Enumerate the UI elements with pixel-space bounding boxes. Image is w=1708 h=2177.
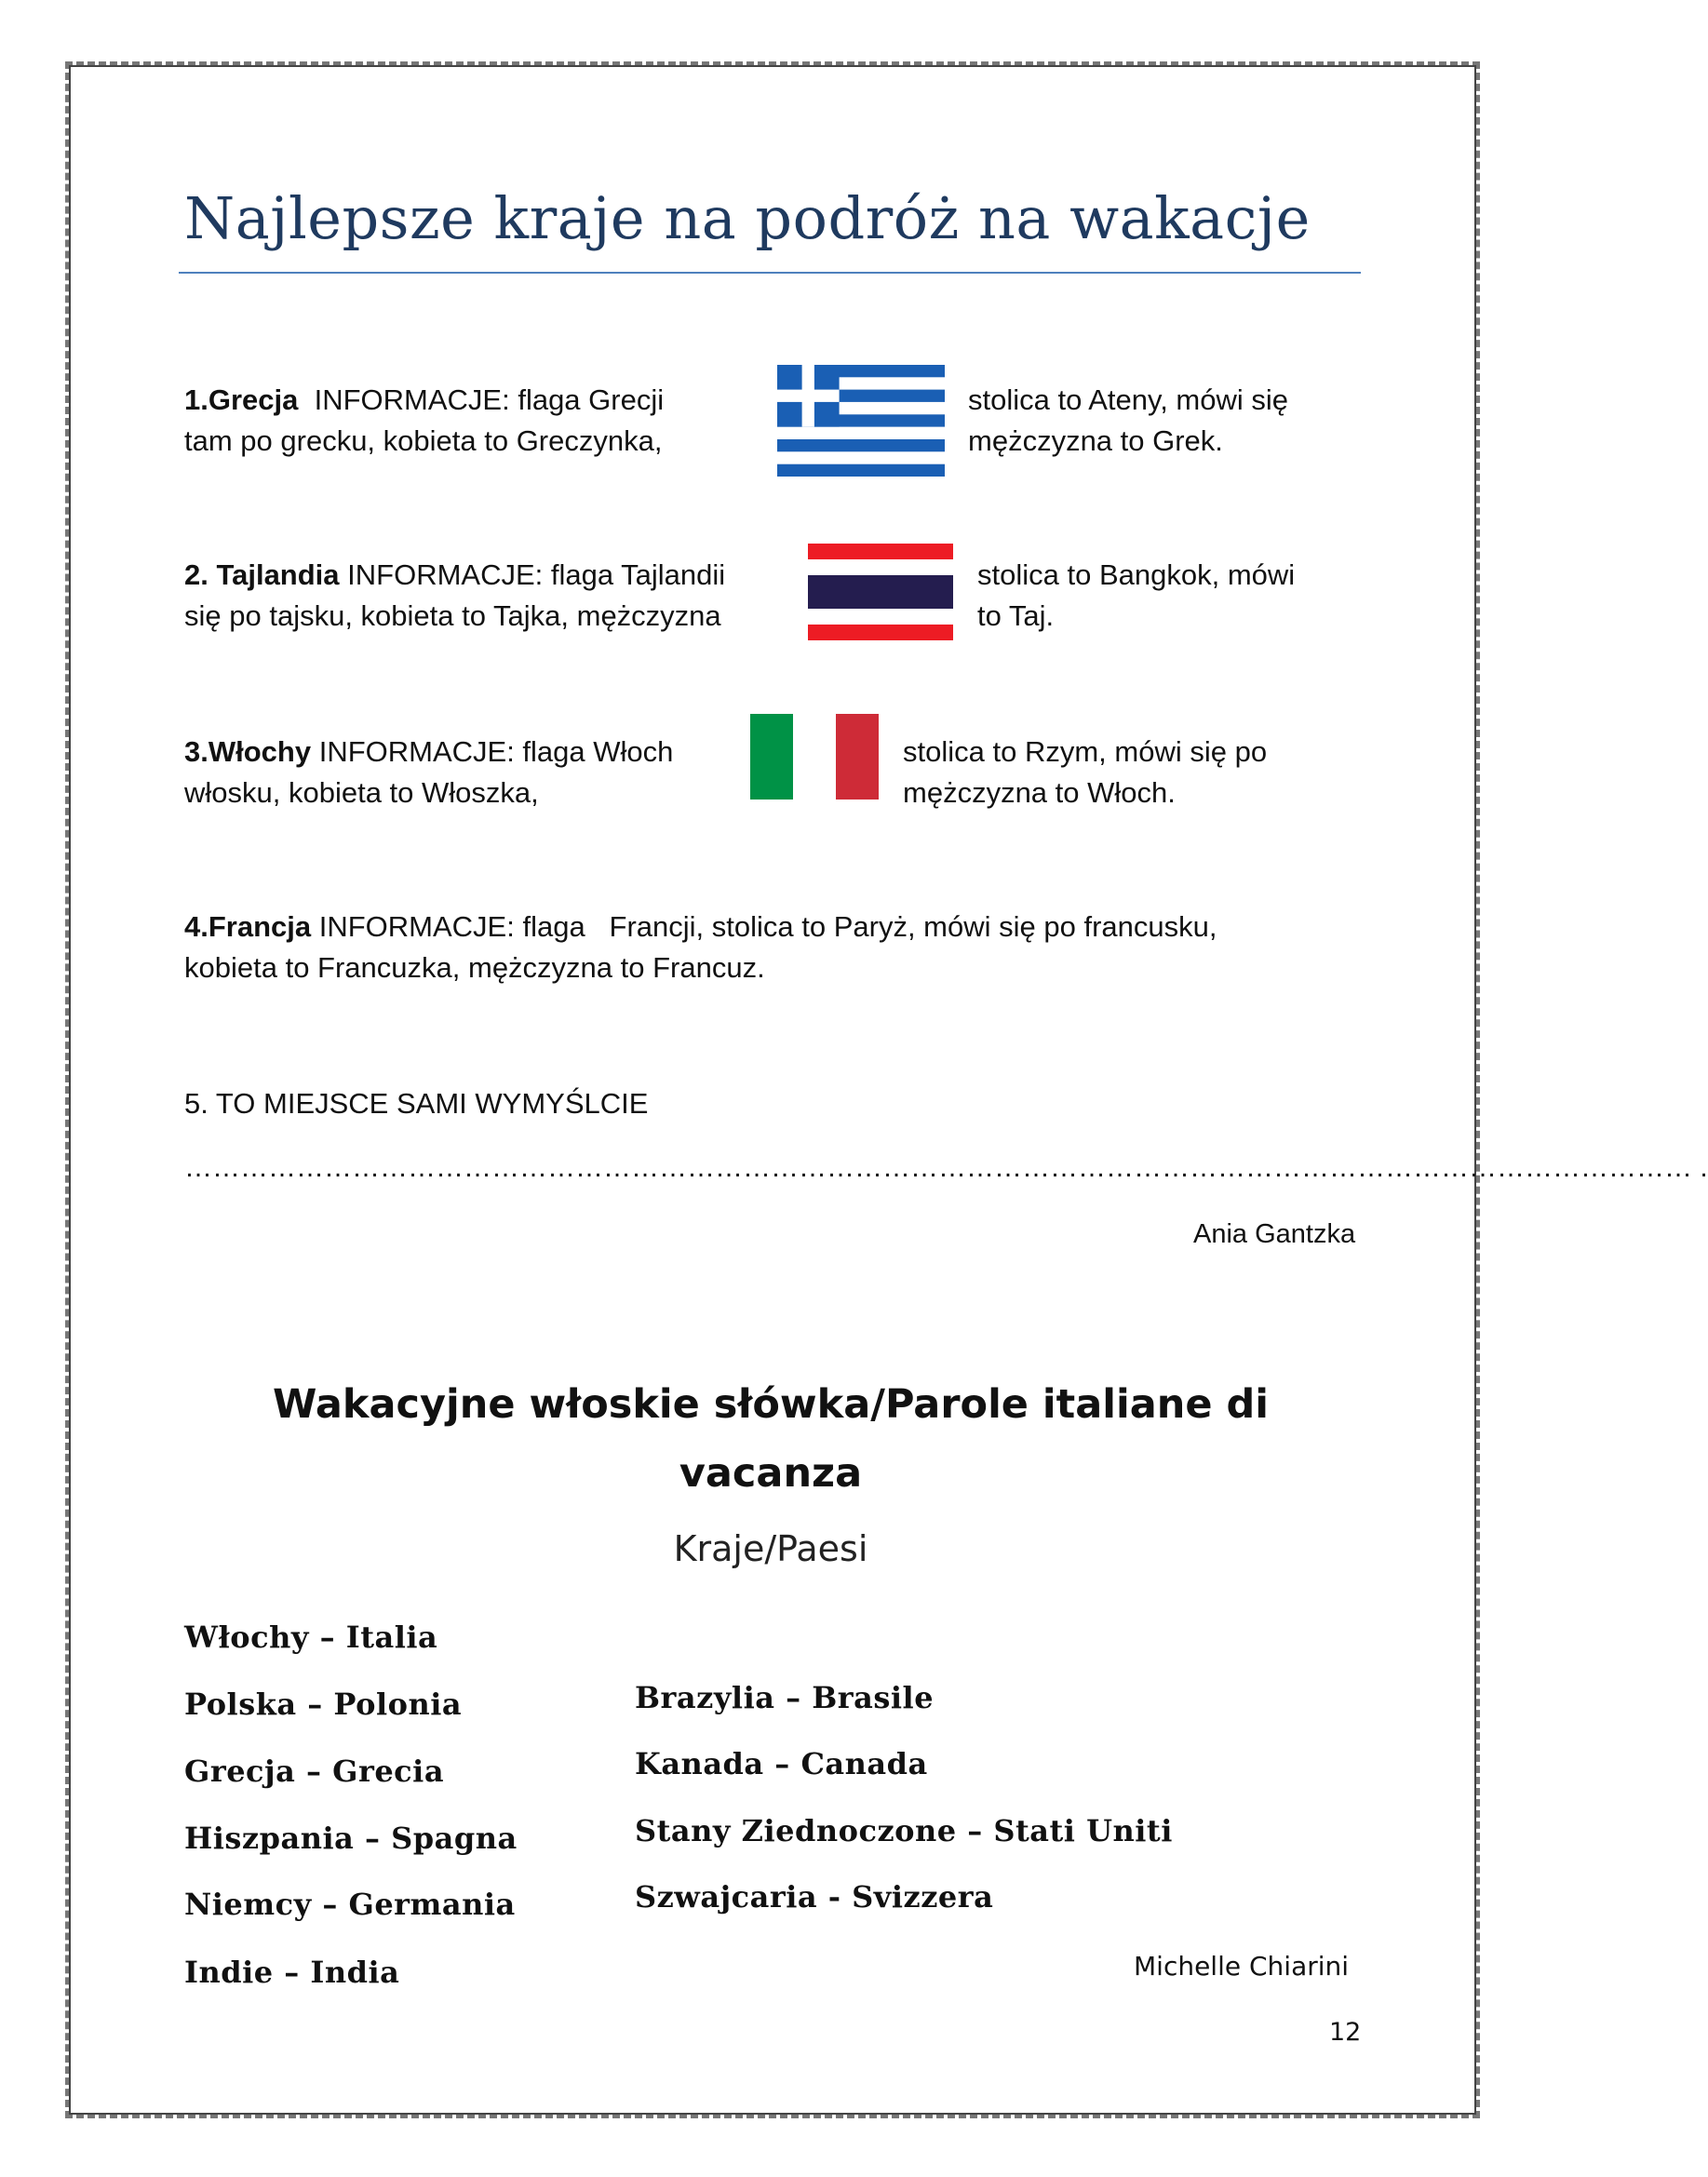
item-5-text: 5. TO MIEJSCE SAMI WYMYŚLCIE bbox=[184, 1087, 649, 1120]
thailand-text-1: INFORMACJE: flaga Tajlandii bbox=[339, 558, 726, 591]
dotted-answer-line: ……………………………………………………………………………………………………………………………………………… . bbox=[184, 1152, 1708, 1183]
thailand-flag-icon bbox=[808, 544, 953, 640]
vocab-subtitle: Kraje/Paesi bbox=[673, 1528, 868, 1569]
greece-flag-icon bbox=[777, 365, 945, 477]
france-text-1: INFORMACJE: flaga Francji, stolica to Paryż, mówi się po francusku, bbox=[311, 910, 1217, 943]
france-name: 4.Francja bbox=[184, 910, 312, 943]
greece-line-1 bbox=[184, 380, 664, 421]
thailand-line-1 bbox=[184, 555, 725, 596]
italy-text-1: INFORMACJE: flaga Włoch bbox=[311, 735, 674, 768]
thailand-line-2: się po tajsku, kobieta to Tajka, mężczyzna bbox=[184, 599, 721, 632]
italy-name: 3.Włochy bbox=[184, 735, 312, 768]
vocab-left-item: Włochy – Italia bbox=[184, 1619, 438, 1655]
greece-text-1: INFORMACJE: flaga Grecji bbox=[298, 383, 665, 416]
france-line-1 bbox=[184, 907, 1217, 947]
author-ania: Ania Gantzka bbox=[1193, 1219, 1356, 1249]
vocab-left-item: Grecja – Grecia bbox=[184, 1754, 445, 1789]
italy-right-1: stolica to Rzym, mówi się po bbox=[903, 735, 1268, 768]
vocab-left-item: Indie – India bbox=[184, 1955, 400, 1990]
thailand-right-2: to Taj. bbox=[977, 599, 1055, 632]
vocab-right-item: Szwajcaria - Svizzera bbox=[635, 1879, 994, 1915]
vocab-title-line-2: vacanza bbox=[679, 1450, 863, 1497]
greece-right-2: mężczyzna to Grek. bbox=[968, 424, 1223, 457]
title-underline bbox=[179, 272, 1361, 274]
greece-line-2: tam po grecku, kobieta to Greczynka, bbox=[184, 424, 663, 457]
thailand-name: 2. Tajlandia bbox=[184, 558, 340, 591]
greece-right-1: stolica to Ateny, mówi się bbox=[968, 383, 1289, 416]
vocab-right-item: Kanada – Canada bbox=[635, 1746, 928, 1781]
vocab-left-item: Niemcy – Germania bbox=[184, 1887, 516, 1922]
vocab-right-item: Stany Ziednoczone – Stati Uniti bbox=[635, 1813, 1173, 1848]
thailand-right-1: stolica to Bangkok, mówi bbox=[977, 558, 1296, 591]
france-line-2: kobieta to Francuzka, mężczyzna to Francuz. bbox=[184, 951, 765, 984]
page-title: Najlepsze kraje na podróż na wakacje bbox=[184, 184, 1311, 252]
vocab-left-item: Hiszpania – Spagna bbox=[184, 1821, 518, 1856]
italy-right-2: mężczyzna to Włoch. bbox=[903, 776, 1176, 809]
vocab-right-item: Brazylia – Brasile bbox=[635, 1680, 935, 1715]
author-michelle: Michelle Chiarini bbox=[1134, 1951, 1350, 1982]
vocab-title-line-1: Wakacyjne włoskie słówka/Parole italiane di bbox=[272, 1381, 1270, 1428]
italy-flag-icon bbox=[750, 714, 879, 800]
page-number: 12 bbox=[1329, 2018, 1362, 2047]
italy-line-2: włosku, kobieta to Włoszka, bbox=[184, 776, 539, 809]
vocab-left-item: Polska – Polonia bbox=[184, 1687, 463, 1722]
greece-name: 1.Grecja bbox=[184, 383, 299, 416]
italy-line-1 bbox=[184, 732, 673, 773]
